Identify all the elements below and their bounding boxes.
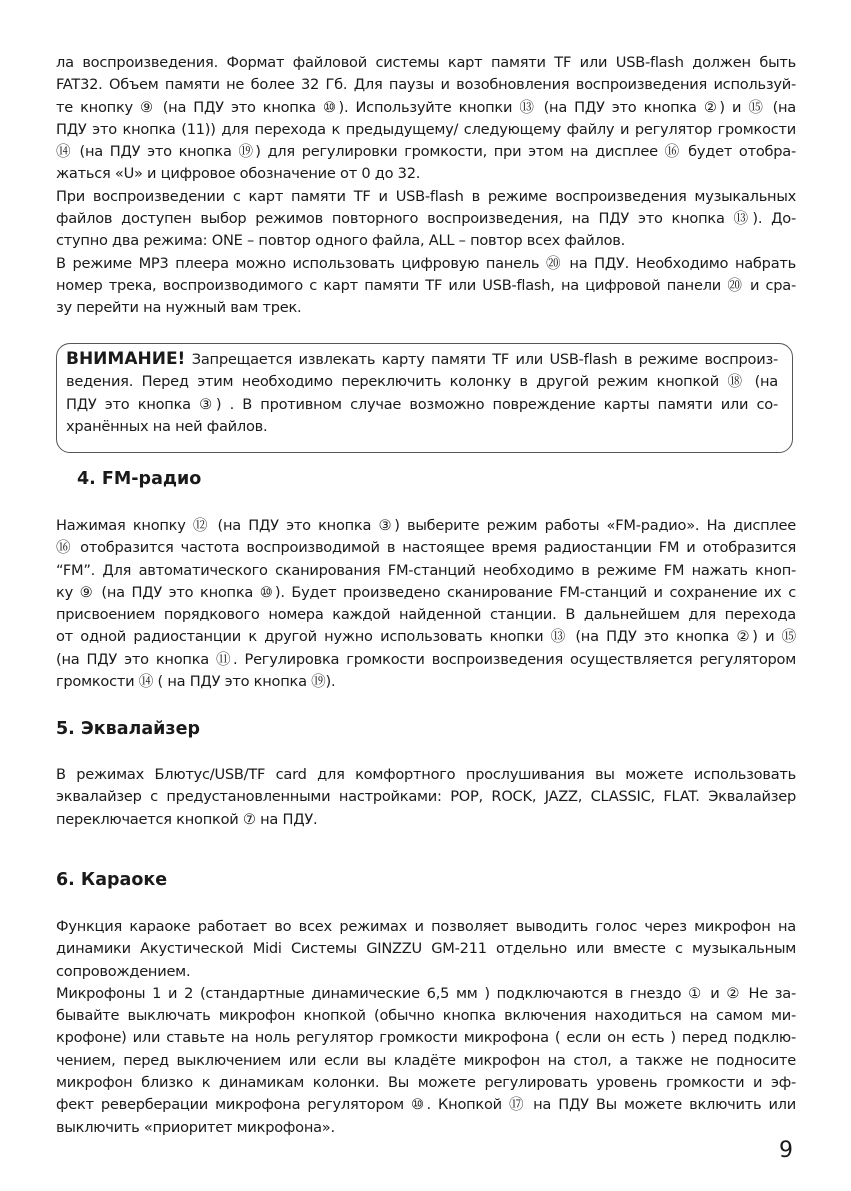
text-line: “FM”. Для автоматического сканирования FM-станций необходимо в режиме FM нажать кноп-	[56, 561, 796, 579]
text-line: ку ⑨ (на ПДУ это кнопка ⑩). Будет произведено сканирование FM-станций и сохранение их с	[56, 583, 796, 601]
text-line: ступно два режима: ONE – повтор одного файла, ALL – повтор всех файлов.	[56, 232, 625, 250]
page-number: 9	[779, 1138, 793, 1163]
text-line: файлов доступен выбор режимов повторного воспроизведения, на ПДУ это кнопка ⑬). До-	[56, 210, 796, 228]
text-line: чением, перед выключением или если вы кладёте микрофон на стол, а также не подносите	[56, 1051, 796, 1069]
text-line: микрофон близко к динамикам колонки. Вы можете регулировать уровень громкости и эф-	[56, 1074, 796, 1092]
text-line: хранённых на ней файлов.	[66, 417, 268, 435]
text-line: от одной радиостанции к другой нужно использовать кнопки ⑬ (на ПДУ это кнопка ②) и ⑮	[56, 628, 796, 646]
text-line: переключается кнопкой ⑦ на ПДУ.	[56, 810, 318, 828]
text-line: фект реверберации микрофона регулятором ⑩. Кнопкой ⑰ на ПДУ Вы можете включить или	[56, 1096, 796, 1114]
text-line: выключить «приоритет микрофона».	[56, 1118, 335, 1136]
text-line: Микрофоны 1 и 2 (стандартные динамические 6,5 мм ) подключаются в гнездо ① и ② Не за-	[56, 984, 796, 1002]
playback-paragraph	[56, 52, 796, 320]
text-line: сопровождением.	[56, 962, 191, 980]
text-line: В режимах Блютус/USB/TF card для комфортного прослушивания вы можете использовать	[56, 766, 796, 783]
warning-first-line: Запрещается извлекать карту памяти TF или USB-flash в режиме воспроиз-	[185, 351, 778, 368]
text-line: ведения. Перед этим необходимо переключить колонку в другой режим кнопкой ⑱ (на	[66, 373, 778, 391]
equalizer-paragraph	[56, 764, 796, 831]
karaoke-paragraph	[56, 916, 796, 1139]
text-line: громкости ⑭ ( на ПДУ это кнопка ⑲).	[56, 673, 336, 691]
text-line: эквалайзер с предустановленными настройками: POP, ROCK, JAZZ, CLASSIC, FLAT. Эквалайзер	[56, 788, 796, 806]
text-line: номер трека, воспроизводимого с карт памяти TF или USB-flash, на цифровой панели ⑳ и сра-	[56, 276, 796, 294]
fm-radio-paragraph	[56, 515, 796, 693]
text-line: динамики Акустической Midi Системы GINZZU GM-211 отдельно или вместе с музыкальным	[56, 940, 796, 958]
text-line: крофоне) или ставьте на ноль регулятор громкости микрофона ( если он есть ) перед подклю-	[56, 1029, 796, 1047]
text-line: В режиме MP3 плеера можно использовать цифровую панель ⑳ на ПДУ. Необходимо набрать	[56, 254, 796, 272]
text-line: те кнопку ⑨ (на ПДУ это кнопка ⑩). Используйте кнопки ⑬ (на ПДУ это кнопка ②) и ⑮ (на	[56, 98, 796, 116]
text-line: Функция караоке работает во всех режимах и позволяет выводить голос через микрофон на	[56, 918, 796, 935]
section-heading-equalizer: 5. Эквалайзер	[56, 719, 200, 739]
text-line: ла воспроизведения. Формат файловой системы карт памяти TF или USB-flash должен быть	[56, 54, 796, 71]
text-line: При воспроизведении с карт памяти TF и USB-flash в режиме воспроизведения музыкальных	[56, 187, 796, 205]
warning-text	[66, 348, 778, 438]
text-line: ПДУ это кнопка ③) . В противном случае возможно повреждение карты памяти или со-	[66, 395, 778, 413]
text-line: (на ПДУ это кнопка ⑪. Регулировка громкости воспроизведения осуществляется регулятором	[56, 650, 796, 668]
text-line: ⑯ отобразится частота воспроизводимой в настоящее время радиостанции FM и отобразится	[56, 539, 796, 557]
section-heading-karaoke: 6. Караоке	[56, 870, 168, 890]
text-line: FAT32. Объем памяти не более 32 Гб. Для паузы и возобновления воспроизведения используй-	[56, 76, 796, 94]
text-line: зу перейти на нужный вам трек.	[56, 299, 302, 317]
text-line: Нажимая кнопку ⑫ (на ПДУ это кнопка ③) выберите режим работы «FM-радио». На дисплее	[56, 517, 796, 534]
warning-label: ВНИМАНИЕ!	[66, 349, 186, 369]
text-line: ПДУ это кнопка (11)) для перехода к предыдущему/ следующему файлу и регулятор громкости	[56, 120, 796, 138]
section-heading-fm-radio: 4. FM-радио	[77, 469, 202, 489]
text-line: жаться «U» и цифровое обозначение от 0 до 32.	[56, 165, 421, 183]
text-line: присвоением порядкового номера каждой найденной станции. В дальнейшем для перехода	[56, 606, 796, 624]
text-line: ⑭ (на ПДУ это кнопка ⑲) для регулировки громкости, при этом на дисплее ⑯ будет отобра-	[56, 143, 796, 161]
text-line: бывайте выключать микрофон кнопкой (обычно кнопка включения находиться на самом ми-	[56, 1007, 796, 1025]
text-line	[66, 348, 778, 371]
